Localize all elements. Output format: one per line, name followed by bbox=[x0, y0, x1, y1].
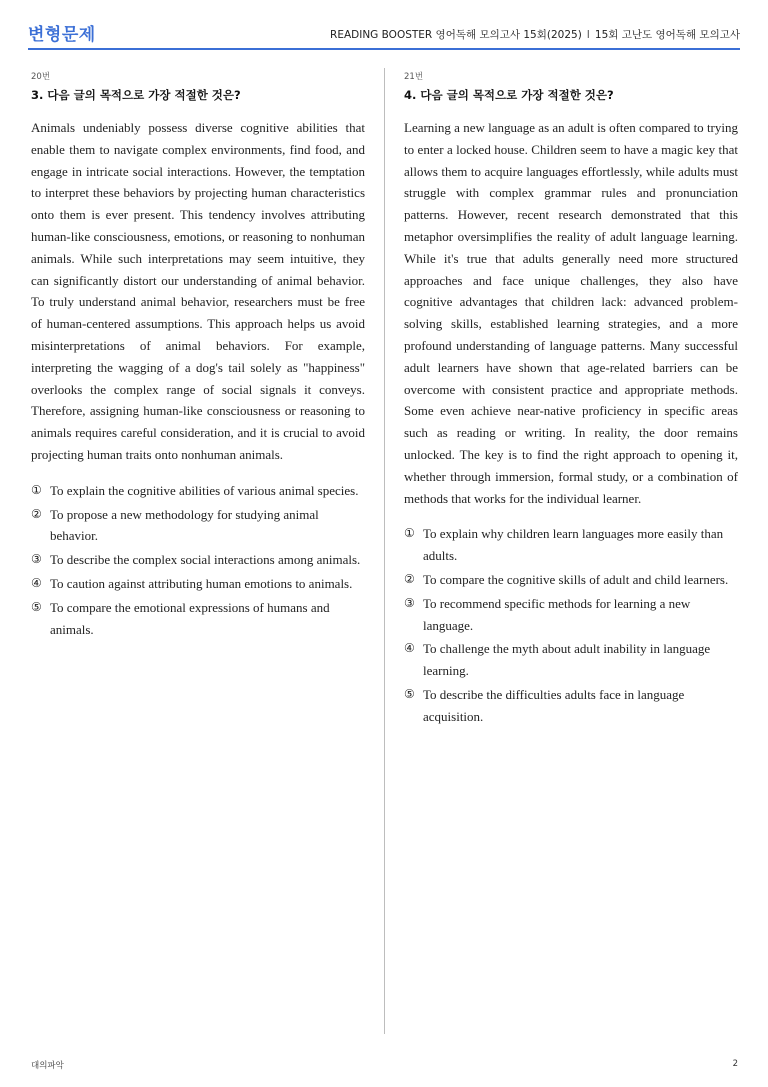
header-series-info bbox=[330, 27, 740, 42]
source-number: 20번 bbox=[31, 72, 51, 82]
column-divider bbox=[384, 68, 385, 1034]
passage-text: Learning a new language as an adult is often compared to trying to enter a locked house. Children seem to have a magic key that allows them to acquire languages effortlessly, while adults must struggle with complex grammar rules and pronunciation patterns. However, recent research demonstrated that this metaphor oversimplifies the reality of adult language learning. While it's true that adults generally need more structured approaches and face unique challenges, they also have cognitive advantages that children lack: advanced problem-solving skills, established learning strategies, and a more profound understanding of language patterns. Many successful adult learners have shown that age-related barriers can be overcome with consistent practice and appropriate methods. Some even achieve near-native proficiency in specific areas such as reading or writing. In reality, the door remains unlocked. The key is to find the right approach to opening it, whether through immersion, formal study, or a combination of methods that works for the individual learner. bbox=[404, 120, 738, 506]
choice-marker: ② bbox=[404, 571, 415, 586]
choice-4[interactable] bbox=[404, 638, 738, 682]
choice-5[interactable] bbox=[404, 684, 738, 728]
choice-3[interactable] bbox=[31, 549, 365, 571]
header-subtitle: 15회 고난도 영어독해 모의고사 bbox=[594, 29, 740, 41]
choice-marker: ② bbox=[31, 506, 42, 521]
choice-text: To describe the difficulties adults face in language acquisition. bbox=[423, 686, 685, 724]
header-separator: I bbox=[586, 29, 590, 41]
choice-marker: ① bbox=[31, 482, 42, 497]
choice-2[interactable] bbox=[31, 504, 365, 548]
choice-marker: ③ bbox=[31, 552, 42, 567]
choice-2[interactable] bbox=[404, 569, 738, 591]
answer-choices bbox=[31, 480, 365, 641]
choice-marker: ⑤ bbox=[31, 599, 42, 614]
footer-publisher: 대의파악 bbox=[31, 1061, 64, 1071]
source-number: 21번 bbox=[404, 72, 424, 82]
choice-1[interactable] bbox=[404, 523, 738, 567]
choice-4[interactable] bbox=[31, 573, 365, 595]
choice-text: To propose a new methodology for studying animal behavior. bbox=[50, 506, 319, 544]
question-title: 3. 다음 글의 목적으로 가장 적절한 것은? bbox=[31, 88, 241, 102]
choice-text: To explain why children learn languages more easily than adults. bbox=[423, 526, 724, 564]
question-3-column bbox=[31, 70, 365, 642]
answer-choices bbox=[404, 523, 738, 727]
choice-text: To explain the cognitive abilities of various animal species. bbox=[50, 482, 359, 498]
choice-text: To compare the emotional expressions of humans and animals. bbox=[50, 599, 330, 637]
page-header bbox=[28, 18, 740, 50]
question-title: 4. 다음 글의 목적으로 가장 적절한 것은? bbox=[404, 88, 614, 102]
choice-5[interactable] bbox=[31, 597, 365, 641]
choice-text: To describe the complex social interactions among animals. bbox=[50, 552, 361, 568]
choice-marker: ④ bbox=[31, 575, 42, 590]
page-number: 2 bbox=[732, 1059, 738, 1069]
choice-text: To challenge the myth about adult inability in language learning. bbox=[423, 641, 711, 679]
passage-text: Animals undeniably possess diverse cognitive abilities that enable them to navigate complex environments, find food, and engage in intricate social interactions. However, the temptation to interpret these behaviors by projecting human characteristics onto them is ever present. This tendency involves attributing human-like consciousness, emotions, or reasoning to nonhuman animals. While such interpretations may seem intuitive, they can significantly distort our understanding of animal behavior. To truly understand animal behavior, researchers must be free of human-centered assumptions. This approach helps us avoid misinterpretations of animal behaviors. For example, interpreting the wagging of a dog's tail solely as "happiness" overlooks the complex range of social signals it conveys. Therefore, assigning human-like consciousness or reasoning to animals requires careful consideration, and it is crucial to avoid projecting human traits onto nonhuman animals. bbox=[31, 120, 365, 462]
choice-text: To caution against attributing human emotions to animals. bbox=[50, 575, 353, 591]
header-series: READING BOOSTER 영어독해 모의고사 15회(2025) bbox=[330, 29, 582, 41]
choice-marker: ④ bbox=[404, 641, 415, 656]
choice-marker: ③ bbox=[404, 595, 415, 610]
choice-marker: ⑤ bbox=[404, 686, 415, 701]
question-4-column bbox=[404, 70, 738, 730]
choice-1[interactable] bbox=[31, 480, 365, 502]
choice-3[interactable] bbox=[404, 593, 738, 637]
choice-marker: ① bbox=[404, 526, 415, 541]
choice-text: To recommend specific methods for learning a new language. bbox=[423, 595, 691, 633]
choice-text: To compare the cognitive skills of adult and child learners. bbox=[423, 571, 729, 587]
header-title: 변형문제 bbox=[28, 25, 96, 45]
